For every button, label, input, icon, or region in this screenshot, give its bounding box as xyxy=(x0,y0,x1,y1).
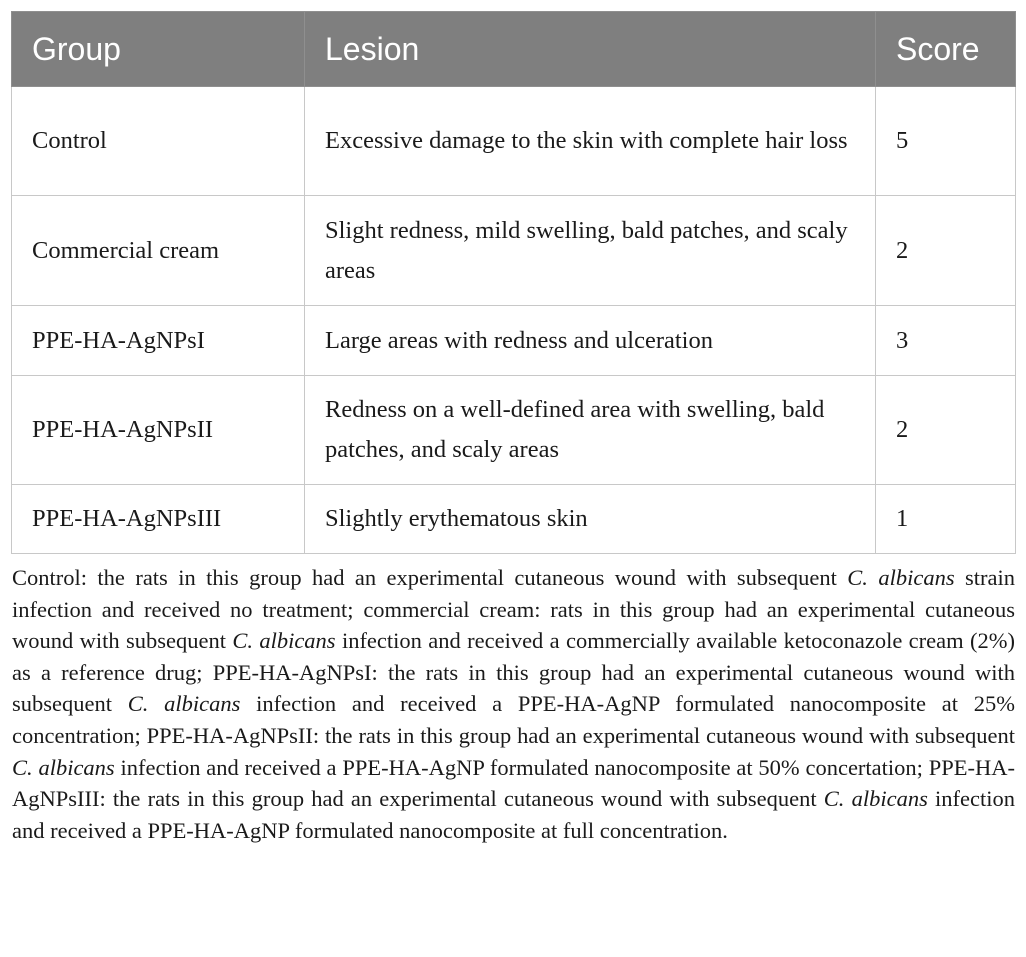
footnote-text: Control: the rats in this group had an experimental cutaneous wound with subsequent xyxy=(12,565,848,590)
table-row xyxy=(12,485,1016,554)
score-cell: 5 xyxy=(876,87,1016,196)
species-name: C. albicans xyxy=(823,786,928,812)
table-footnote xyxy=(12,562,1015,846)
column-header-score: Score xyxy=(876,12,1016,87)
lesion-score-table-container xyxy=(11,11,1015,554)
group-cell: Commercial cream xyxy=(12,196,305,306)
lesion-cell: Large areas with redness and ulceration xyxy=(305,306,876,376)
group-cell: Control xyxy=(12,87,305,196)
table-row xyxy=(12,87,1016,196)
footnote-text: infection and received a PPE-HA-AgNP formulated nanocomposite at 50% concertation; PPE-HA-AgNPsIII: the rats in this group had an experimental cutaneous wound with subsequent xyxy=(12,754,1015,812)
lesion-score-table xyxy=(11,11,1016,554)
group-cell: PPE-HA-AgNPsII xyxy=(12,376,305,485)
lesion-cell: Slight redness, mild swelling, bald patches, and scaly areas xyxy=(305,196,876,306)
footnote-text: infection and received a commercially available ketoconazole cream (2%) as a reference drug; PPE-HA-AgNPsI: the rats in this group had an experimental cutaneous wound with subsequent xyxy=(12,628,1015,717)
column-header-lesion: Lesion xyxy=(305,12,876,87)
score-cell: 1 xyxy=(876,485,1016,554)
table-row xyxy=(12,196,1016,306)
table-row xyxy=(12,306,1016,376)
table-row xyxy=(12,376,1016,485)
group-cell: PPE-HA-AgNPsIII xyxy=(12,485,305,554)
species-name: C. albicans xyxy=(12,754,115,780)
score-cell: 2 xyxy=(876,376,1016,485)
lesion-cell: Slightly erythematous skin xyxy=(305,485,876,554)
lesion-cell: Redness on a well-defined area with swelling, bald patches, and scaly areas xyxy=(305,376,876,485)
score-cell: 3 xyxy=(876,306,1016,376)
species-name: C. albicans xyxy=(847,565,955,590)
species-name: C. albicans xyxy=(232,628,336,654)
footnote-text: infection and received a PPE-HA-AgNP formulated nanocomposite at 25% concentration; PPE-HA-AgNPsII: the rats in this group had an experimental cutaneous wound with subsequent xyxy=(12,691,1015,748)
footnote-text: strain infection and received no treatment; commercial cream: rats in this group had an experimental cutaneous wound with subsequent xyxy=(12,565,1015,654)
lesion-cell: Excessive damage to the skin with complete hair loss xyxy=(305,87,876,196)
species-name: C. albicans xyxy=(127,691,241,717)
group-cell: PPE-HA-AgNPsI xyxy=(12,306,305,376)
column-header-group: Group xyxy=(12,12,305,87)
score-cell: 2 xyxy=(876,196,1016,306)
footnote-text: infection and received a PPE-HA-AgNP formulated nanocomposite at full concentration. xyxy=(12,786,1015,843)
table-header-row xyxy=(12,12,1016,87)
